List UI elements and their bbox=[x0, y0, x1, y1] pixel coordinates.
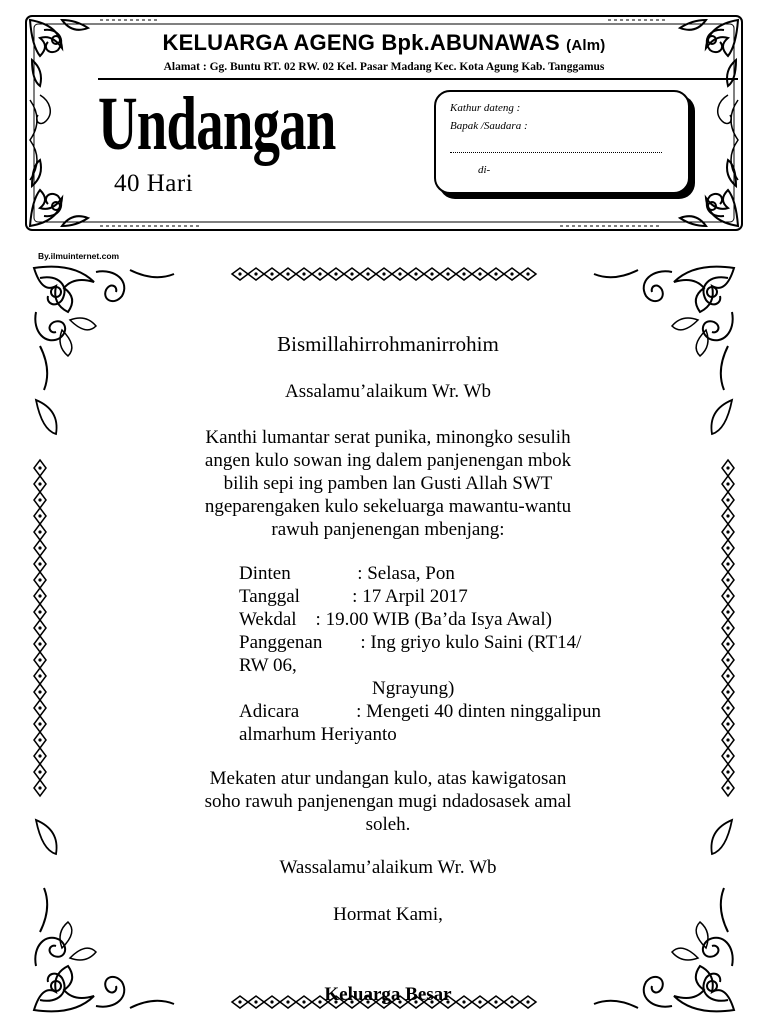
intro-line: rawuh panjenengan mbenjang: bbox=[271, 519, 505, 540]
intro-line: ngeparengaken kulo sekeluarga mawantu-wantu bbox=[204, 496, 572, 517]
page-title: Undangan bbox=[98, 82, 336, 166]
intro-line: bilih sepi ing pamben lan Gusti Allah SWT bbox=[223, 473, 553, 494]
intro-line: angen kulo sowan ing dalem panjenengan mbok bbox=[204, 450, 572, 471]
detail-occasion-cont: almarhum Heriyanto bbox=[239, 724, 397, 745]
addressee-name-label: Bapak /Saudara : bbox=[450, 120, 528, 132]
basmalah: Bismillahirrohmanirrohim bbox=[277, 332, 499, 356]
family-address: Alamat : Gg. Buntu RT. 02 RW. 02 Kel. Pasar Madang Kec. Kota Agung Kab. Tanggamus bbox=[163, 61, 605, 73]
detail-place: Panggenan : Ing griyo kulo Saini (RT14/ bbox=[239, 632, 582, 653]
detail-occasion: Adicara : Mengeti 40 dinten ninggalipun bbox=[239, 701, 601, 722]
detail-place-cont: Ngrayung) bbox=[239, 678, 455, 699]
intro-line: Kanthi lumantar serat punika, minongko sesulih bbox=[205, 427, 571, 448]
closing-line: Mekaten atur undangan kulo, atas kawigatosan bbox=[209, 768, 567, 789]
detail-date: Tanggal : 17 Arpil 2017 bbox=[239, 586, 468, 607]
farewell: Wassalamu’alaikum Wr. Wb bbox=[279, 857, 497, 878]
detail-time: Wekdal : 19.00 WIB (Ba’da Isya Awal) bbox=[239, 609, 552, 630]
detail-place-cont: RW 06, bbox=[239, 655, 297, 676]
closing-line: soho rawuh panjenengan mugi ndadosasek amal bbox=[204, 791, 572, 812]
family-suffix: (Alm) bbox=[566, 37, 606, 54]
detail-day: Dinten : Selasa, Pon bbox=[239, 563, 455, 584]
page-subtitle: 40 Hari bbox=[114, 170, 194, 197]
addressee-recipient-label: Kathur dateng : bbox=[450, 102, 521, 114]
closing-line: soleh. bbox=[365, 814, 411, 835]
site-credit: By.ilmuinternet.com bbox=[38, 251, 120, 261]
greeting: Assalamu’alaikum Wr. Wb bbox=[285, 381, 491, 402]
signature: Keluarga Besar bbox=[324, 984, 452, 1005]
regards: Hormat Kami, bbox=[333, 904, 443, 925]
family-name: KELUARGA AGENG Bpk.ABUNAWAS bbox=[162, 30, 560, 55]
addressee-location-label: di- bbox=[478, 164, 491, 176]
